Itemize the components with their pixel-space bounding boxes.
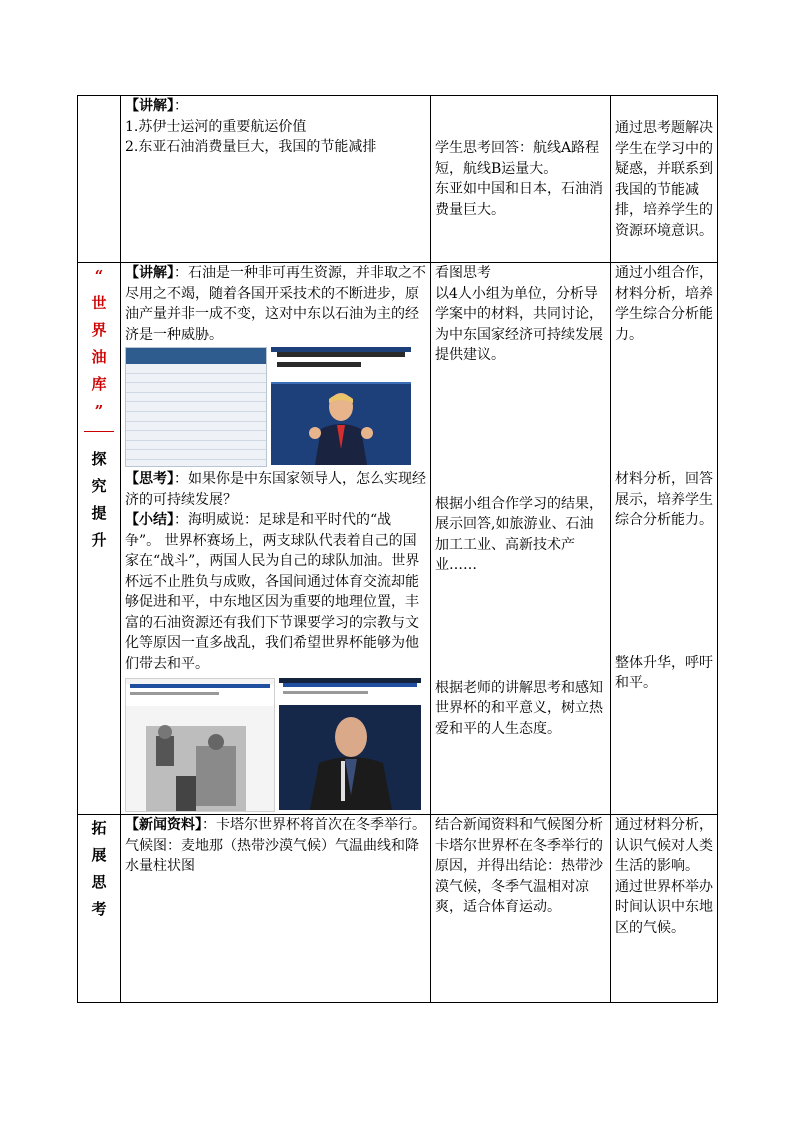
stage-label: 拓 展 思 考 bbox=[91, 819, 107, 918]
teacher-activity-cell: 【讲解】： 1.苏伊士运河的重要航运价值 2.东亚石油消费量巨大，我国的节能减排 bbox=[121, 96, 431, 263]
design-purpose-cell: 通过小组合作，材料分析，培养学生综合分析能力。 材料分析，回答展示，培养学生综合分析能力。 整体升华，呼吁和平。 bbox=[611, 263, 718, 815]
design-purpose-cell: 通过思考题解决学生在学习中的疑惑，并联系到我国的节能减排，培养学生的资源环境意识。 bbox=[611, 96, 718, 263]
stage-cell bbox=[78, 263, 121, 815]
oil-images bbox=[125, 347, 426, 467]
teacher-activity-cell: 【讲解】：石油是一种非可再生资源，并非取之不尽用之不竭，随着各国开采技术的不断进步，原油产量并非一成不变，这对中东以石油为主的经济是一种威胁。 【思考】：如果你是中东国家领导人，怎么实现经济的可持续发展？ 【小结】：海明威说：足球是和平时代的“战争”。 世界杯赛场上，两支球队代表着自己的国家在“战斗”，两国人民为自己的球队加油。世界杯远不止胜负与成败，各国间通过体育交流却能够促进和平，中东地区因为重要的地理位置，丰富的石油资源还有我们下节课要学习的宗教与文化等原因一直多战乱，我们希望世界杯能够为他们带去和平。 bbox=[121, 263, 431, 815]
us-oil-news-image bbox=[271, 347, 411, 465]
world-cup-history-image bbox=[125, 678, 275, 812]
table-row bbox=[78, 96, 718, 263]
stage-divider bbox=[84, 431, 114, 432]
stage-cell bbox=[78, 815, 121, 1003]
section-heading: 【讲解】 bbox=[125, 265, 174, 281]
section-heading: 【思考】 bbox=[125, 471, 174, 487]
student-activity-cell: 结合新闻资料和气候图分析卡塔尔世界杯在冬季举行的原因，并得出结论：热带沙漠气候，冬季气温相对凉爽，适合体育运动。 bbox=[431, 815, 611, 1003]
student-activity-cell: 学生思考回答：航线A路程短，航线B运量大。 东亚如中国和日本，石油消费量巨大。 bbox=[431, 96, 611, 263]
table-row bbox=[78, 815, 718, 1003]
putin-speech-image bbox=[279, 678, 421, 810]
table-row bbox=[78, 263, 718, 815]
design-purpose-cell: 通过材料分析，认识气候对人类生活的影响。 通过世界杯举办时间认识中东地区的气候。 bbox=[611, 815, 718, 1003]
section-heading: 【小结】 bbox=[125, 512, 174, 528]
stage-cell bbox=[78, 96, 121, 263]
point-1: 1.苏伊士运河的重要航运价值 bbox=[125, 118, 307, 135]
section-heading: 【讲解】 bbox=[125, 98, 174, 114]
teacher-activity-cell: 【新闻资料】：卡塔尔世界杯将首次在冬季举行。 气候图：麦地那（热带沙漠气候）气温曲线和降水量柱状图 bbox=[121, 815, 431, 1003]
world-cup-images bbox=[125, 678, 426, 812]
section-heading: 【新闻资料】 bbox=[125, 817, 202, 833]
student-activity-cell: 看图思考 以4人小组为单位，分析导学案中的材料，共同讨论，为中东国家经济可持续发展提供建议。 根据小组合作学习的结果，展示回答,如旅游业、石油加工工业、高新技术产业…… 根据老师的讲解思考和感知世界杯的和平意义，树立热爱和平的人生态度。 bbox=[431, 263, 611, 815]
oil-production-table-image bbox=[125, 347, 267, 467]
stage-label-top: “ 世 界 油 库 ” bbox=[91, 267, 107, 420]
lesson-plan-table bbox=[77, 95, 718, 1003]
point-2: 2.东亚石油消费量巨大，我国的节能减排 bbox=[125, 139, 377, 155]
stage-label-bottom: 探 究 提 升 bbox=[91, 450, 107, 549]
